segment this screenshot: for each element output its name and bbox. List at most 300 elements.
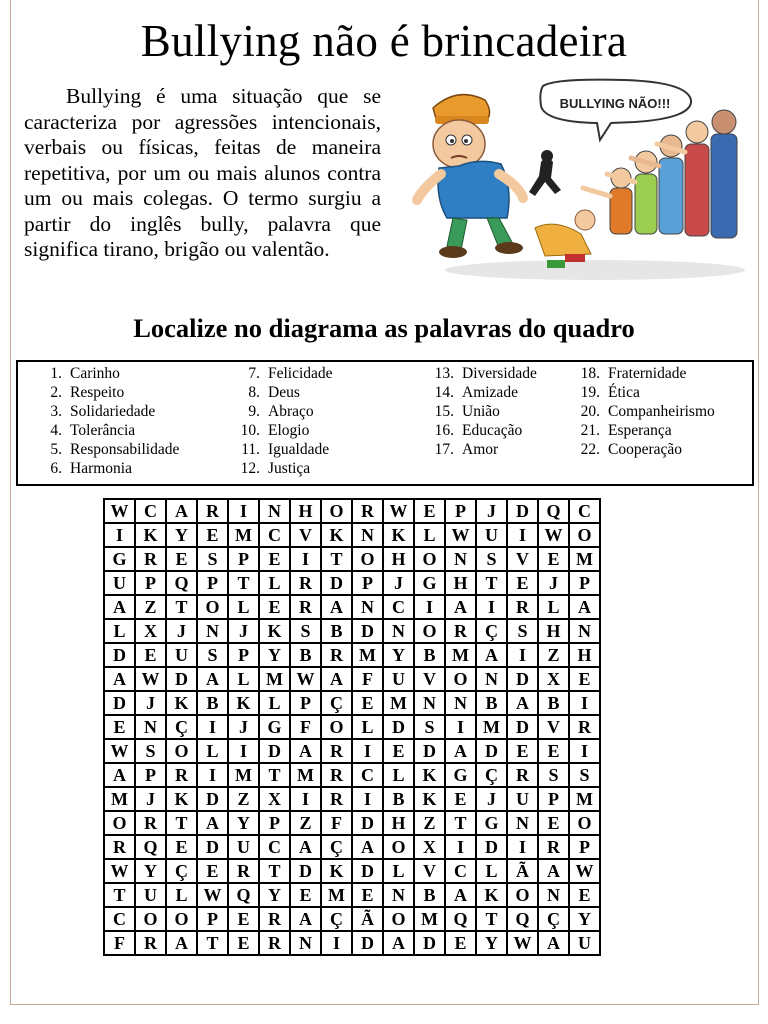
grid-cell[interactable]: L (414, 523, 445, 547)
grid-cell[interactable]: Ç (476, 619, 507, 643)
grid-cell[interactable]: V (414, 859, 445, 883)
grid-cell[interactable]: D (352, 859, 383, 883)
grid-cell[interactable]: Y (135, 859, 166, 883)
grid-cell[interactable]: L (228, 595, 259, 619)
grid-cell[interactable]: T (197, 931, 228, 955)
grid-cell[interactable]: R (104, 835, 135, 859)
grid-cell[interactable]: B (414, 883, 445, 907)
grid-cell[interactable]: W (383, 499, 414, 523)
grid-cell[interactable]: G (476, 811, 507, 835)
grid-cell[interactable]: R (135, 547, 166, 571)
grid-cell[interactable]: E (166, 835, 197, 859)
grid-cell[interactable]: T (166, 811, 197, 835)
grid-cell[interactable]: Ç (538, 907, 569, 931)
grid-cell[interactable]: D (197, 835, 228, 859)
grid-cell[interactable]: B (538, 691, 569, 715)
grid-cell[interactable]: P (352, 571, 383, 595)
grid-cell[interactable]: N (569, 619, 600, 643)
grid-cell[interactable]: H (445, 571, 476, 595)
grid-cell[interactable]: E (228, 931, 259, 955)
grid-cell[interactable]: L (538, 595, 569, 619)
grid-cell[interactable]: I (228, 739, 259, 763)
grid-cell[interactable]: Y (259, 883, 290, 907)
grid-cell[interactable]: O (507, 883, 538, 907)
grid-cell[interactable]: U (383, 667, 414, 691)
grid-cell[interactable]: J (476, 787, 507, 811)
grid-cell[interactable]: I (321, 931, 352, 955)
grid-cell[interactable]: U (166, 643, 197, 667)
grid-cell[interactable]: D (414, 739, 445, 763)
grid-cell[interactable]: R (228, 859, 259, 883)
grid-cell[interactable]: E (383, 739, 414, 763)
grid-cell[interactable]: E (259, 547, 290, 571)
grid-cell[interactable]: D (321, 571, 352, 595)
grid-cell[interactable]: T (104, 883, 135, 907)
grid-cell[interactable]: G (445, 763, 476, 787)
grid-cell[interactable]: D (507, 667, 538, 691)
grid-cell[interactable]: A (383, 931, 414, 955)
grid-cell[interactable]: T (476, 571, 507, 595)
grid-cell[interactable]: R (259, 931, 290, 955)
grid-cell[interactable]: Q (538, 499, 569, 523)
grid-cell[interactable]: H (569, 643, 600, 667)
grid-cell[interactable]: W (445, 523, 476, 547)
grid-cell[interactable]: M (290, 763, 321, 787)
grid-cell[interactable]: Z (135, 595, 166, 619)
grid-cell[interactable]: D (352, 931, 383, 955)
grid-cell[interactable]: L (228, 667, 259, 691)
grid-cell[interactable]: Ã (507, 859, 538, 883)
grid-cell[interactable]: E (197, 859, 228, 883)
grid-cell[interactable]: A (445, 739, 476, 763)
grid-cell[interactable]: H (290, 499, 321, 523)
grid-cell[interactable]: L (476, 859, 507, 883)
grid-cell[interactable]: E (507, 739, 538, 763)
grid-cell[interactable]: W (135, 667, 166, 691)
grid-cell[interactable]: K (166, 787, 197, 811)
grid-cell[interactable]: M (445, 643, 476, 667)
grid-cell[interactable]: M (104, 787, 135, 811)
grid-cell[interactable]: V (507, 547, 538, 571)
grid-cell[interactable]: O (321, 715, 352, 739)
grid-cell[interactable]: L (259, 571, 290, 595)
grid-cell[interactable]: D (352, 811, 383, 835)
grid-cell[interactable]: A (197, 667, 228, 691)
grid-cell[interactable]: O (414, 619, 445, 643)
grid-cell[interactable]: Y (228, 811, 259, 835)
grid-cell[interactable]: R (445, 619, 476, 643)
grid-cell[interactable]: S (507, 619, 538, 643)
grid-cell[interactable]: R (321, 643, 352, 667)
grid-cell[interactable]: M (352, 643, 383, 667)
grid-cell[interactable]: T (321, 547, 352, 571)
grid-cell[interactable]: N (352, 595, 383, 619)
grid-cell[interactable]: A (321, 667, 352, 691)
grid-cell[interactable]: P (445, 499, 476, 523)
grid-cell[interactable]: P (538, 787, 569, 811)
grid-cell[interactable]: A (538, 859, 569, 883)
grid-cell[interactable]: D (507, 499, 538, 523)
grid-cell[interactable]: P (197, 907, 228, 931)
grid-cell[interactable]: Ç (321, 907, 352, 931)
grid-cell[interactable]: C (259, 523, 290, 547)
grid-cell[interactable]: S (290, 619, 321, 643)
grid-cell[interactable]: A (197, 811, 228, 835)
grid-cell[interactable]: J (135, 787, 166, 811)
grid-cell[interactable]: K (414, 763, 445, 787)
grid-cell[interactable]: T (476, 907, 507, 931)
grid-cell[interactable]: J (228, 619, 259, 643)
grid-cell[interactable]: Q (507, 907, 538, 931)
grid-cell[interactable]: I (507, 523, 538, 547)
grid-cell[interactable]: Ç (321, 691, 352, 715)
grid-cell[interactable]: R (166, 763, 197, 787)
grid-cell[interactable]: H (383, 811, 414, 835)
grid-cell[interactable]: E (166, 547, 197, 571)
grid-cell[interactable]: O (166, 739, 197, 763)
grid-cell[interactable]: A (476, 643, 507, 667)
grid-cell[interactable]: E (538, 739, 569, 763)
grid-cell[interactable]: I (228, 499, 259, 523)
grid-cell[interactable]: Q (228, 883, 259, 907)
grid-cell[interactable]: K (259, 619, 290, 643)
grid-cell[interactable]: D (197, 787, 228, 811)
grid-cell[interactable]: A (321, 595, 352, 619)
grid-cell[interactable]: I (476, 595, 507, 619)
grid-cell[interactable]: O (383, 835, 414, 859)
grid-cell[interactable]: J (538, 571, 569, 595)
grid-cell[interactable]: I (569, 739, 600, 763)
grid-cell[interactable]: R (259, 907, 290, 931)
grid-cell[interactable]: O (321, 499, 352, 523)
grid-cell[interactable]: Q (135, 835, 166, 859)
grid-cell[interactable]: I (290, 547, 321, 571)
grid-cell[interactable]: E (538, 547, 569, 571)
grid-cell[interactable]: D (476, 835, 507, 859)
grid-cell[interactable]: V (538, 715, 569, 739)
grid-cell[interactable]: A (445, 883, 476, 907)
grid-cell[interactable]: A (290, 739, 321, 763)
grid-cell[interactable]: I (197, 763, 228, 787)
grid-cell[interactable]: C (383, 595, 414, 619)
grid-cell[interactable]: D (290, 859, 321, 883)
grid-cell[interactable]: C (135, 499, 166, 523)
grid-cell[interactable]: C (445, 859, 476, 883)
grid-cell[interactable]: I (197, 715, 228, 739)
grid-cell[interactable]: R (135, 811, 166, 835)
grid-cell[interactable]: I (507, 643, 538, 667)
grid-cell[interactable]: R (290, 595, 321, 619)
grid-cell[interactable]: N (507, 811, 538, 835)
grid-cell[interactable]: O (383, 907, 414, 931)
grid-cell[interactable]: L (383, 763, 414, 787)
grid-cell[interactable]: S (197, 643, 228, 667)
grid-cell[interactable]: I (569, 691, 600, 715)
grid-cell[interactable]: X (414, 835, 445, 859)
grid-cell[interactable]: O (166, 907, 197, 931)
grid-cell[interactable]: W (104, 739, 135, 763)
grid-cell[interactable]: E (104, 715, 135, 739)
grid-cell[interactable]: E (352, 691, 383, 715)
grid-cell[interactable]: A (290, 835, 321, 859)
grid-cell[interactable]: M (414, 907, 445, 931)
grid-cell[interactable]: C (104, 907, 135, 931)
grid-cell[interactable]: A (290, 907, 321, 931)
grid-cell[interactable]: B (197, 691, 228, 715)
grid-cell[interactable]: I (352, 787, 383, 811)
grid-cell[interactable]: S (476, 547, 507, 571)
grid-cell[interactable]: O (569, 811, 600, 835)
grid-cell[interactable]: A (166, 499, 197, 523)
grid-cell[interactable]: R (507, 763, 538, 787)
grid-cell[interactable]: E (445, 931, 476, 955)
grid-cell[interactable]: I (414, 595, 445, 619)
grid-cell[interactable]: E (445, 787, 476, 811)
grid-cell[interactable]: Y (569, 907, 600, 931)
grid-cell[interactable]: O (104, 811, 135, 835)
grid-cell[interactable]: W (104, 499, 135, 523)
grid-cell[interactable]: S (569, 763, 600, 787)
grid-cell[interactable]: A (104, 667, 135, 691)
grid-cell[interactable]: B (414, 643, 445, 667)
grid-cell[interactable]: P (228, 643, 259, 667)
grid-cell[interactable]: I (104, 523, 135, 547)
grid-cell[interactable]: S (135, 739, 166, 763)
grid-cell[interactable]: E (290, 883, 321, 907)
grid-cell[interactable]: W (538, 523, 569, 547)
grid-cell[interactable]: A (538, 931, 569, 955)
grid-cell[interactable]: M (569, 787, 600, 811)
grid-cell[interactable]: J (166, 619, 197, 643)
grid-cell[interactable]: C (259, 835, 290, 859)
grid-cell[interactable]: G (414, 571, 445, 595)
grid-cell[interactable]: D (414, 931, 445, 955)
grid-cell[interactable]: D (476, 739, 507, 763)
grid-cell[interactable]: M (259, 667, 290, 691)
grid-cell[interactable]: D (383, 715, 414, 739)
grid-cell[interactable]: S (414, 715, 445, 739)
grid-cell[interactable]: K (414, 787, 445, 811)
grid-cell[interactable]: W (197, 883, 228, 907)
grid-cell[interactable]: O (414, 547, 445, 571)
grid-cell[interactable]: P (228, 547, 259, 571)
grid-cell[interactable]: M (228, 763, 259, 787)
grid-cell[interactable]: Ç (166, 859, 197, 883)
grid-cell[interactable]: H (538, 619, 569, 643)
grid-cell[interactable]: N (445, 547, 476, 571)
grid-cell[interactable]: G (259, 715, 290, 739)
grid-cell[interactable]: E (197, 523, 228, 547)
grid-cell[interactable]: I (445, 835, 476, 859)
grid-cell[interactable]: E (569, 883, 600, 907)
grid-cell[interactable]: P (135, 763, 166, 787)
grid-cell[interactable]: A (445, 595, 476, 619)
grid-cell[interactable]: A (569, 595, 600, 619)
grid-cell[interactable]: Q (166, 571, 197, 595)
grid-cell[interactable]: J (228, 715, 259, 739)
grid-cell[interactable]: K (228, 691, 259, 715)
grid-cell[interactable]: Y (476, 931, 507, 955)
grid-cell[interactable]: N (414, 691, 445, 715)
grid-cell[interactable]: Z (228, 787, 259, 811)
grid-cell[interactable]: N (290, 931, 321, 955)
grid-cell[interactable]: I (507, 835, 538, 859)
grid-cell[interactable]: R (321, 763, 352, 787)
grid-cell[interactable]: R (321, 787, 352, 811)
grid-cell[interactable]: P (259, 811, 290, 835)
grid-cell[interactable]: U (228, 835, 259, 859)
grid-cell[interactable]: R (352, 499, 383, 523)
grid-cell[interactable]: N (352, 523, 383, 547)
grid-cell[interactable]: E (507, 571, 538, 595)
grid-cell[interactable]: O (445, 667, 476, 691)
grid-cell[interactable]: G (104, 547, 135, 571)
grid-cell[interactable]: S (538, 763, 569, 787)
grid-cell[interactable]: Ç (166, 715, 197, 739)
grid-cell[interactable]: C (569, 499, 600, 523)
grid-cell[interactable]: R (538, 835, 569, 859)
grid-cell[interactable]: M (476, 715, 507, 739)
grid-cell[interactable]: Y (259, 643, 290, 667)
grid-cell[interactable]: O (352, 547, 383, 571)
grid-cell[interactable]: I (352, 739, 383, 763)
grid-cell[interactable]: W (569, 859, 600, 883)
grid-cell[interactable]: D (507, 715, 538, 739)
grid-cell[interactable]: Q (445, 907, 476, 931)
grid-cell[interactable]: E (414, 499, 445, 523)
grid-cell[interactable]: B (476, 691, 507, 715)
grid-cell[interactable]: A (104, 595, 135, 619)
grid-cell[interactable]: Y (166, 523, 197, 547)
grid-cell[interactable]: M (569, 547, 600, 571)
grid-cell[interactable]: W (507, 931, 538, 955)
grid-cell[interactable]: V (290, 523, 321, 547)
grid-cell[interactable]: Y (383, 643, 414, 667)
grid-cell[interactable]: O (569, 523, 600, 547)
grid-cell[interactable]: R (135, 931, 166, 955)
grid-cell[interactable]: E (259, 595, 290, 619)
grid-cell[interactable]: U (135, 883, 166, 907)
grid-cell[interactable]: F (321, 811, 352, 835)
grid-cell[interactable]: P (569, 571, 600, 595)
grid-cell[interactable]: D (259, 739, 290, 763)
grid-cell[interactable]: J (383, 571, 414, 595)
grid-cell[interactable]: T (259, 763, 290, 787)
grid-cell[interactable]: A (507, 691, 538, 715)
grid-cell[interactable]: V (414, 667, 445, 691)
grid-cell[interactable]: E (538, 811, 569, 835)
grid-cell[interactable]: D (352, 619, 383, 643)
grid-cell[interactable]: F (104, 931, 135, 955)
grid-cell[interactable]: B (383, 787, 414, 811)
grid-cell[interactable]: N (259, 499, 290, 523)
grid-cell[interactable]: N (383, 883, 414, 907)
grid-cell[interactable]: Z (290, 811, 321, 835)
grid-cell[interactable]: T (445, 811, 476, 835)
grid-cell[interactable]: L (166, 883, 197, 907)
grid-cell[interactable]: O (197, 595, 228, 619)
grid-cell[interactable]: I (290, 787, 321, 811)
grid-cell[interactable]: F (352, 667, 383, 691)
grid-cell[interactable]: Z (538, 643, 569, 667)
grid-cell[interactable]: L (104, 619, 135, 643)
grid-cell[interactable]: A (104, 763, 135, 787)
grid-cell[interactable]: K (135, 523, 166, 547)
grid-cell[interactable]: H (383, 547, 414, 571)
grid-cell[interactable]: E (352, 883, 383, 907)
grid-cell[interactable]: T (228, 571, 259, 595)
grid-cell[interactable]: D (104, 691, 135, 715)
grid-cell[interactable]: I (445, 715, 476, 739)
grid-cell[interactable]: Z (414, 811, 445, 835)
grid-cell[interactable]: X (259, 787, 290, 811)
grid-cell[interactable]: Ç (476, 763, 507, 787)
grid-cell[interactable]: R (507, 595, 538, 619)
grid-cell[interactable]: A (352, 835, 383, 859)
grid-cell[interactable]: O (135, 907, 166, 931)
grid-cell[interactable]: B (290, 643, 321, 667)
grid-cell[interactable]: L (197, 739, 228, 763)
grid-cell[interactable]: P (290, 691, 321, 715)
grid-cell[interactable]: X (538, 667, 569, 691)
grid-cell[interactable]: N (445, 691, 476, 715)
grid-cell[interactable]: D (166, 667, 197, 691)
grid-cell[interactable]: P (135, 571, 166, 595)
grid-cell[interactable]: N (476, 667, 507, 691)
grid-cell[interactable]: R (569, 715, 600, 739)
grid-cell[interactable]: W (104, 859, 135, 883)
grid-cell[interactable]: R (290, 571, 321, 595)
grid-cell[interactable]: S (197, 547, 228, 571)
grid-cell[interactable]: P (197, 571, 228, 595)
grid-cell[interactable]: L (352, 715, 383, 739)
grid-cell[interactable]: M (228, 523, 259, 547)
grid-cell[interactable]: D (104, 643, 135, 667)
grid-cell[interactable]: A (166, 931, 197, 955)
grid-cell[interactable]: E (569, 667, 600, 691)
grid-cell[interactable]: K (321, 523, 352, 547)
grid-cell[interactable]: W (290, 667, 321, 691)
grid-cell[interactable]: U (507, 787, 538, 811)
grid-cell[interactable]: K (321, 859, 352, 883)
grid-cell[interactable]: T (259, 859, 290, 883)
grid-cell[interactable]: N (538, 883, 569, 907)
grid-cell[interactable]: R (321, 739, 352, 763)
grid-cell[interactable]: Ç (321, 835, 352, 859)
grid-cell[interactable]: K (476, 883, 507, 907)
grid-cell[interactable]: B (321, 619, 352, 643)
grid-cell[interactable]: P (569, 835, 600, 859)
grid-cell[interactable]: K (166, 691, 197, 715)
grid-cell[interactable]: L (259, 691, 290, 715)
grid-cell[interactable]: X (135, 619, 166, 643)
grid-cell[interactable]: Ã (352, 907, 383, 931)
grid-cell[interactable]: T (166, 595, 197, 619)
grid-cell[interactable]: N (197, 619, 228, 643)
grid-cell[interactable]: J (135, 691, 166, 715)
grid-cell[interactable]: K (383, 523, 414, 547)
grid-cell[interactable]: U (569, 931, 600, 955)
grid-cell[interactable]: L (383, 859, 414, 883)
grid-cell[interactable]: M (321, 883, 352, 907)
grid-cell[interactable]: E (135, 643, 166, 667)
grid-cell[interactable]: N (135, 715, 166, 739)
grid-cell[interactable]: E (228, 907, 259, 931)
grid-cell[interactable]: M (383, 691, 414, 715)
grid-cell[interactable]: U (104, 571, 135, 595)
grid-cell[interactable]: C (352, 763, 383, 787)
grid-cell[interactable]: N (383, 619, 414, 643)
